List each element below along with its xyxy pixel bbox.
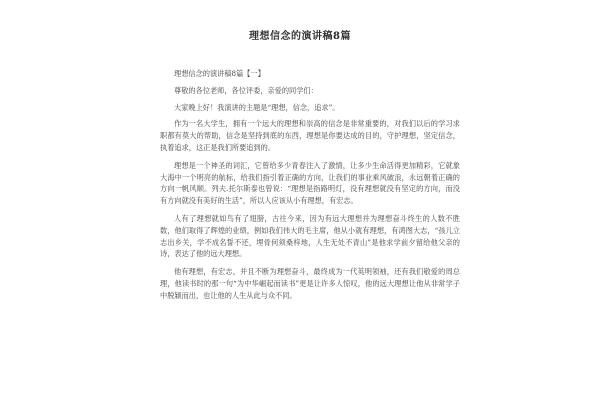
paragraph: 他有理想，有宏志，并且不断为理想奋斗，最终成为一代英明领袖，还有我们敬爱的周总理，他读书时的那一句“为中华崛起而读书”更是让许多人惊叹，他的远大理想让他从非常学子中脱颖而出，也让他的人生从此与众不同。 — [160, 267, 460, 300]
document-body — [160, 68, 460, 308]
document-title: 理想信念的演讲稿8篇 — [249, 31, 351, 42]
paragraph: 大家晚上好！我演讲的主题是“理想，信念，追求”。 — [174, 102, 340, 112]
paragraph: 尊敬的各位老师，各位评委，亲爱的同学们： — [174, 85, 318, 95]
paragraph: 理想是一个神圣的词汇，它曾给多少青春注入了激情，让多少生命活得更加精彩，它就象大海中一个明亮的航标，给我们指引着正确的方向，让我们的事业乘风破浪，永远朝着正确的方向一帆风顺。列夫.托尔斯泰也曾说：“理想是指路明灯，没有理想就没有坚定的方向，而没有方向就没有美好的生活”，所以人应该从小有理想，有宏志。 — [160, 160, 460, 206]
subheading: 理想信念的演讲稿8篇【一】 — [174, 69, 265, 78]
paragraph: 作为一名大学生，拥有一个远大的理想和崇高的信念是非常重要的，对我们以后的学习求职都有莫大的帮助，信念是坚持到底的东西，理想是你要达成的目的，守护理想，坚定信念，执着追求，这正是我们所要追到的。 — [160, 119, 460, 152]
paragraph: 人有了理想就如鸟有了翅膀，古往今来，因为有远大理想并为理想奋斗终生的人数不胜数，他们取得了辉煌的业绩，例如我们伟大的毛主席，他从小就有理想，有鸿图大志，“孩儿立志出乡关，学不成名誓不还，埋骨何须桑梓地，人生无处不青山”是他求学前夕留给他父亲的诗，表达了他的远大理想。 — [160, 213, 460, 259]
